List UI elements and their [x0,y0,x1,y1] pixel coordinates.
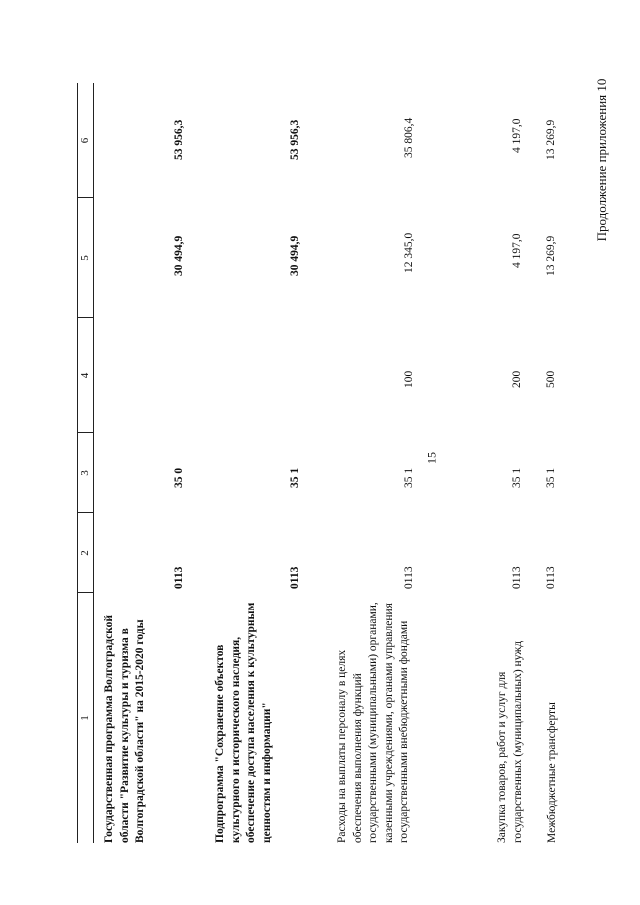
appendix-caption: Продолжение приложения 10 [594,78,609,242]
row-name: Расходы на выплаты персоналу в целях обеспечения выполнения функций государственными (муниципальными) органами, казенными учреждениями, органами управления государственными внебюджетными фондами [336,602,411,843]
row-amount-6: 53 956,3 [173,119,185,160]
column-header: 5 [79,255,91,261]
column-header: 2 [79,550,91,556]
row-expense-code: 500 [545,370,557,388]
row-section-code: 0113 [173,566,185,589]
row-amount-5: 30 494,9 [289,235,301,276]
table-row [97,83,191,843]
row-expense-code: 100 [403,370,415,388]
row-amount-5: 13 269,9 [545,235,557,276]
column-header: 3 [79,470,91,476]
row-section-code: 0113 [511,566,523,589]
table-row [495,83,545,843]
row-amount-6: 13 269,9 [545,119,557,160]
row-name: Государственная программа Волгоградской области "Развитие культуры и туризма в Волгоградской области" на 2015-2020 годы [103,614,147,843]
table-row [545,83,565,843]
row-program-code: 35 0 [173,467,185,488]
row-amount-6: 4 197,0 [511,118,523,153]
table-row [335,83,475,843]
budget-table [77,83,597,843]
column-header: 1 [79,715,91,721]
row-section-code: 0113 [289,566,301,589]
row-expense-code: 200 [511,370,523,388]
row-program-code: 35 1 [403,467,415,488]
row-amount-6: 53 956,3 [289,119,301,160]
page-number: 15 [424,452,439,464]
row-amount-5: 4 197,0 [511,233,523,268]
row-amount-5: 30 494,9 [173,235,185,276]
row-section-code: 0113 [545,566,557,589]
column-header: 4 [79,372,91,379]
table-row [213,83,313,843]
row-amount-6: 35 806,4 [403,117,415,158]
row-name: Межбюджетные трансферты [546,702,558,843]
row-program-code: 35 1 [511,467,523,488]
row-section-code: 0113 [403,566,415,589]
row-name: Подпрограмма "Сохранение объектов культурного и исторического наследия, обеспечение доступа населения к культурным ценностям и информации" [214,602,273,843]
row-program-code: 35 1 [545,467,557,488]
row-name: Закупка товаров, работ и услуг для государственных (муниципальных) нужд [496,640,524,843]
row-program-code: 35 1 [289,467,301,488]
column-header: 6 [79,137,91,144]
header-bottom-rule [93,83,94,843]
row-amount-5: 12 345,0 [403,232,415,273]
